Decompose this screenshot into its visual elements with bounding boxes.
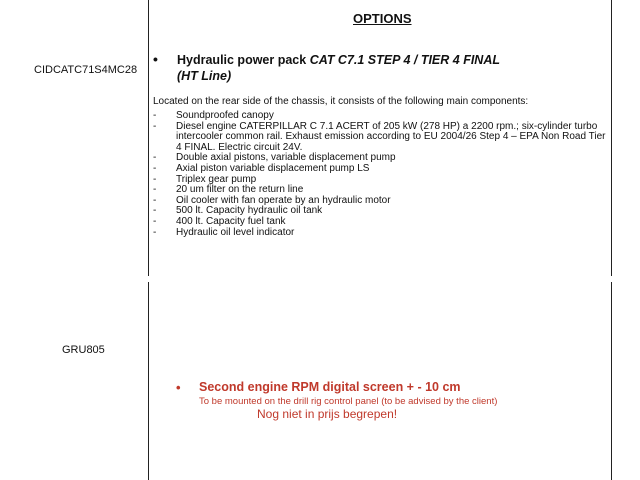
option1-component-list xyxy=(153,111,608,238)
option2-note: Nog niet in prijs begrepen! xyxy=(257,407,398,421)
list-item: - Oil cooler with fan operate by an hydraulic motor xyxy=(153,194,391,206)
right-column-rule xyxy=(611,0,612,480)
option1-title-line2: (HT Line) xyxy=(177,69,232,83)
rule-gap-left xyxy=(146,276,151,282)
option1-title-model: CAT C7.1 STEP 4 / TIER 4 FINAL xyxy=(309,53,500,67)
option2-title: Second engine RPM digital screen + - 10 cm xyxy=(199,380,461,394)
list-item: - Diesel engine CATERPILLAR C 7.1 ACERT of 205 kW (278 HP) a 2200 rpm.; six-cylinder turbo intercooler common rail. Exhaust emission according to EU 2004/26 Step 4 – EPA Non Road Tier 4 FINAL. Electric circuit 24V. xyxy=(153,120,606,153)
list-item: - 400 lt. Capacity fuel tank xyxy=(153,215,286,227)
option1-bullet: • xyxy=(153,51,158,67)
page-heading: OPTIONS xyxy=(353,11,412,26)
option2-subtitle: To be mounted on the drill rig control panel (to be advised by the client) xyxy=(199,396,498,407)
list-item: - Soundproofed canopy xyxy=(153,110,274,121)
list-item: - Double axial pistons, variable displacement pump xyxy=(153,152,396,164)
list-item: - Axial piston variable displacement pump LS xyxy=(153,162,370,174)
list-item: - 500 lt. Capacity hydraulic oil tank xyxy=(153,205,323,217)
option1-intro: Located on the rear side of the chassis, it consists of the following main components: xyxy=(153,96,529,107)
option1-title xyxy=(177,52,577,84)
option2-bullet: • xyxy=(176,380,181,395)
option-code-1: CIDCATC71S4MC28 xyxy=(34,64,138,76)
option1-title-plain: Hydraulic power pack xyxy=(177,53,310,67)
option-code-2: GRU805 xyxy=(62,344,105,356)
left-column-rule xyxy=(148,0,149,480)
list-item: - 20 um filter on the return line xyxy=(153,184,304,196)
rule-gap-right xyxy=(609,276,614,282)
list-item: - Hydraulic oil level indicator xyxy=(153,226,295,238)
list-item: - Triplex gear pump xyxy=(153,173,257,185)
